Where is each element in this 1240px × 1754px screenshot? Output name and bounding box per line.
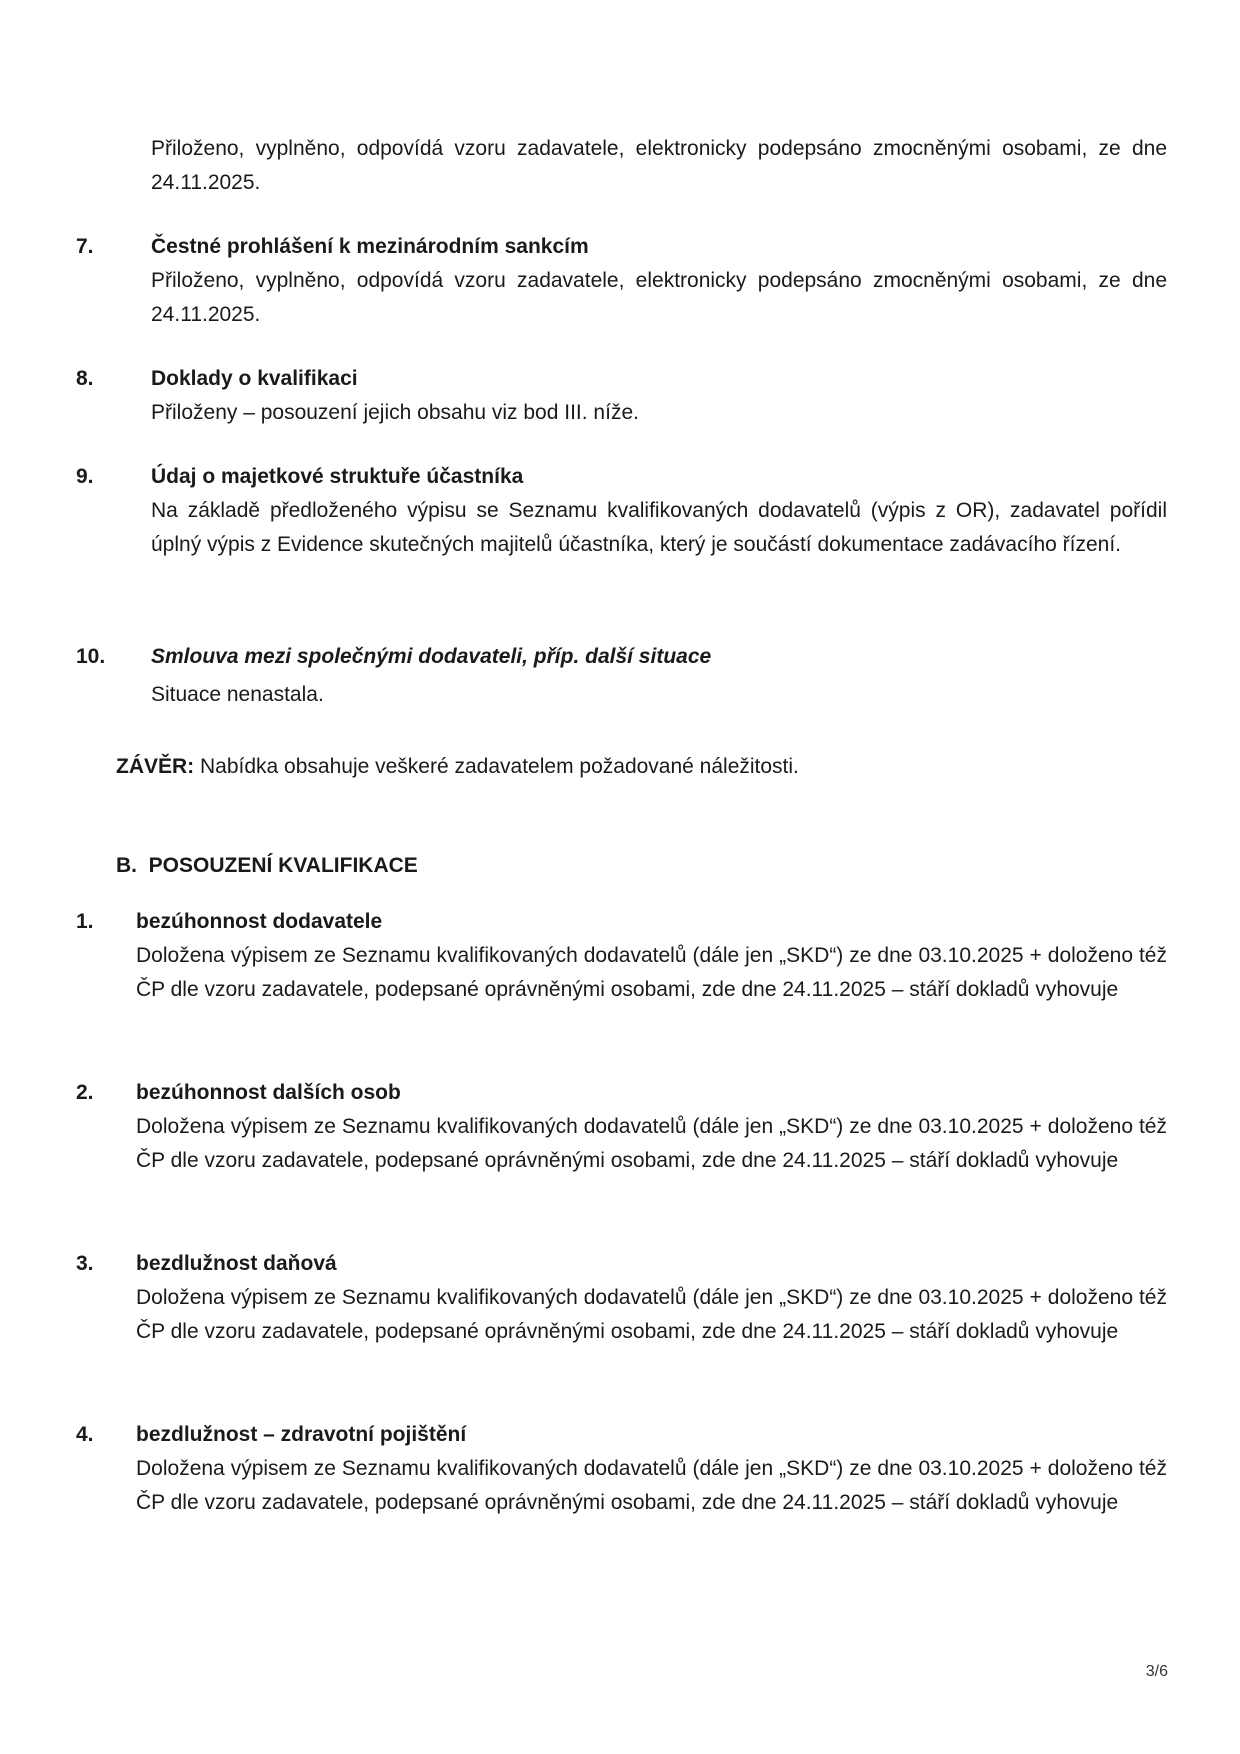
list-item <box>136 905 1167 1007</box>
intro-text: Přiloženo, vyplněno, odpovídá vzoru zadavatele, elektronicky podepsáno zmocněnými osobami, ze dne 24.11.2025. <box>151 137 1167 194</box>
item-number: 1. <box>76 910 94 933</box>
list-item <box>151 640 1167 712</box>
item-text: Doložena výpisem ze Seznamu kvalifikovaných dodavatelů (dále jen „SKD“) ze dne 03.10.2025 + doloženo též ČP dle vzoru zadavatele, podepsané oprávněnými osobami, zde dne 24.11.2025 – stáří dokladů vyhovuje <box>136 1115 1167 1172</box>
list-item <box>151 230 1167 332</box>
list-item <box>151 460 1167 562</box>
item-text: Na základě předloženého výpisu se Seznamu kvalifikovaných dodavatelů (výpis z OR), zadavatel pořídil úplný výpis z Evidence skutečných majitelů účastníka, který je součástí dokumentace zadávacího řízení. <box>151 499 1167 556</box>
item-number: 10. <box>76 645 106 668</box>
item-heading: bezdlužnost daňová <box>136 1252 337 1275</box>
item-heading: Doklady o kvalifikaci <box>151 367 358 390</box>
list-item <box>151 362 1167 430</box>
list-item <box>136 1076 1167 1178</box>
item-heading: Smlouva mezi společnými dodavateli, příp. další situace <box>151 645 712 668</box>
item-number: 4. <box>76 1423 94 1446</box>
item-heading: bezdlužnost – zdravotní pojištění <box>136 1423 467 1446</box>
item-text: Přiloženy – posouzení jejich obsahu viz bod III. níže. <box>151 401 639 424</box>
item-text: Doložena výpisem ze Seznamu kvalifikovaných dodavatelů (dále jen „SKD“) ze dne 03.10.2025 + doloženo též ČP dle vzoru zadavatele, podepsané oprávněnými osobami, zde dne 24.11.2025 – stáří dokladů vyhovuje <box>136 1286 1167 1343</box>
item-text: Přiloženo, vyplněno, odpovídá vzoru zadavatele, elektronicky podepsáno zmocněnými osobami, ze dne 24.11.2025. <box>151 269 1167 326</box>
item-number: 2. <box>76 1081 94 1104</box>
item-number: 3. <box>76 1252 94 1275</box>
item-heading: bezúhonnost dodavatele <box>136 910 383 933</box>
item-heading: bezúhonnost dalších osob <box>136 1081 401 1104</box>
section-title: B. POSOUZENÍ KVALIFIKACE <box>116 854 418 877</box>
item-number: 9. <box>76 465 94 488</box>
list-item <box>136 1418 1167 1520</box>
list-item <box>136 1247 1167 1349</box>
item-text: Situace nenastala. <box>151 683 324 706</box>
item-text: Doložena výpisem ze Seznamu kvalifikovaných dodavatelů (dále jen „SKD“) ze dne 03.10.2025 + doloženo též ČP dle vzoru zadavatele, podepsané oprávněnými osobami, zde dne 24.11.2025 – stáří dokladů vyhovuje <box>136 1457 1167 1514</box>
item-number: 7. <box>76 235 94 258</box>
page-number: 3/6 <box>1145 1663 1168 1680</box>
conclusion <box>116 750 799 784</box>
item-heading: Údaj o majetkové struktuře účastníka <box>151 465 524 488</box>
conclusion-label: ZÁVĚR: <box>116 755 195 778</box>
item-heading: Čestné prohlášení k mezinárodním sankcím <box>151 235 589 258</box>
intro-paragraph <box>151 132 1167 200</box>
conclusion-text: Nabídka obsahuje veškeré zadavatelem požadované náležitosti. <box>194 755 799 778</box>
item-number: 8. <box>76 367 94 390</box>
item-text: Doložena výpisem ze Seznamu kvalifikovaných dodavatelů (dále jen „SKD“) ze dne 03.10.2025 + doloženo též ČP dle vzoru zadavatele, podepsané oprávněnými osobami, zde dne 24.11.2025 – stáří dokladů vyhovuje <box>136 944 1167 1001</box>
